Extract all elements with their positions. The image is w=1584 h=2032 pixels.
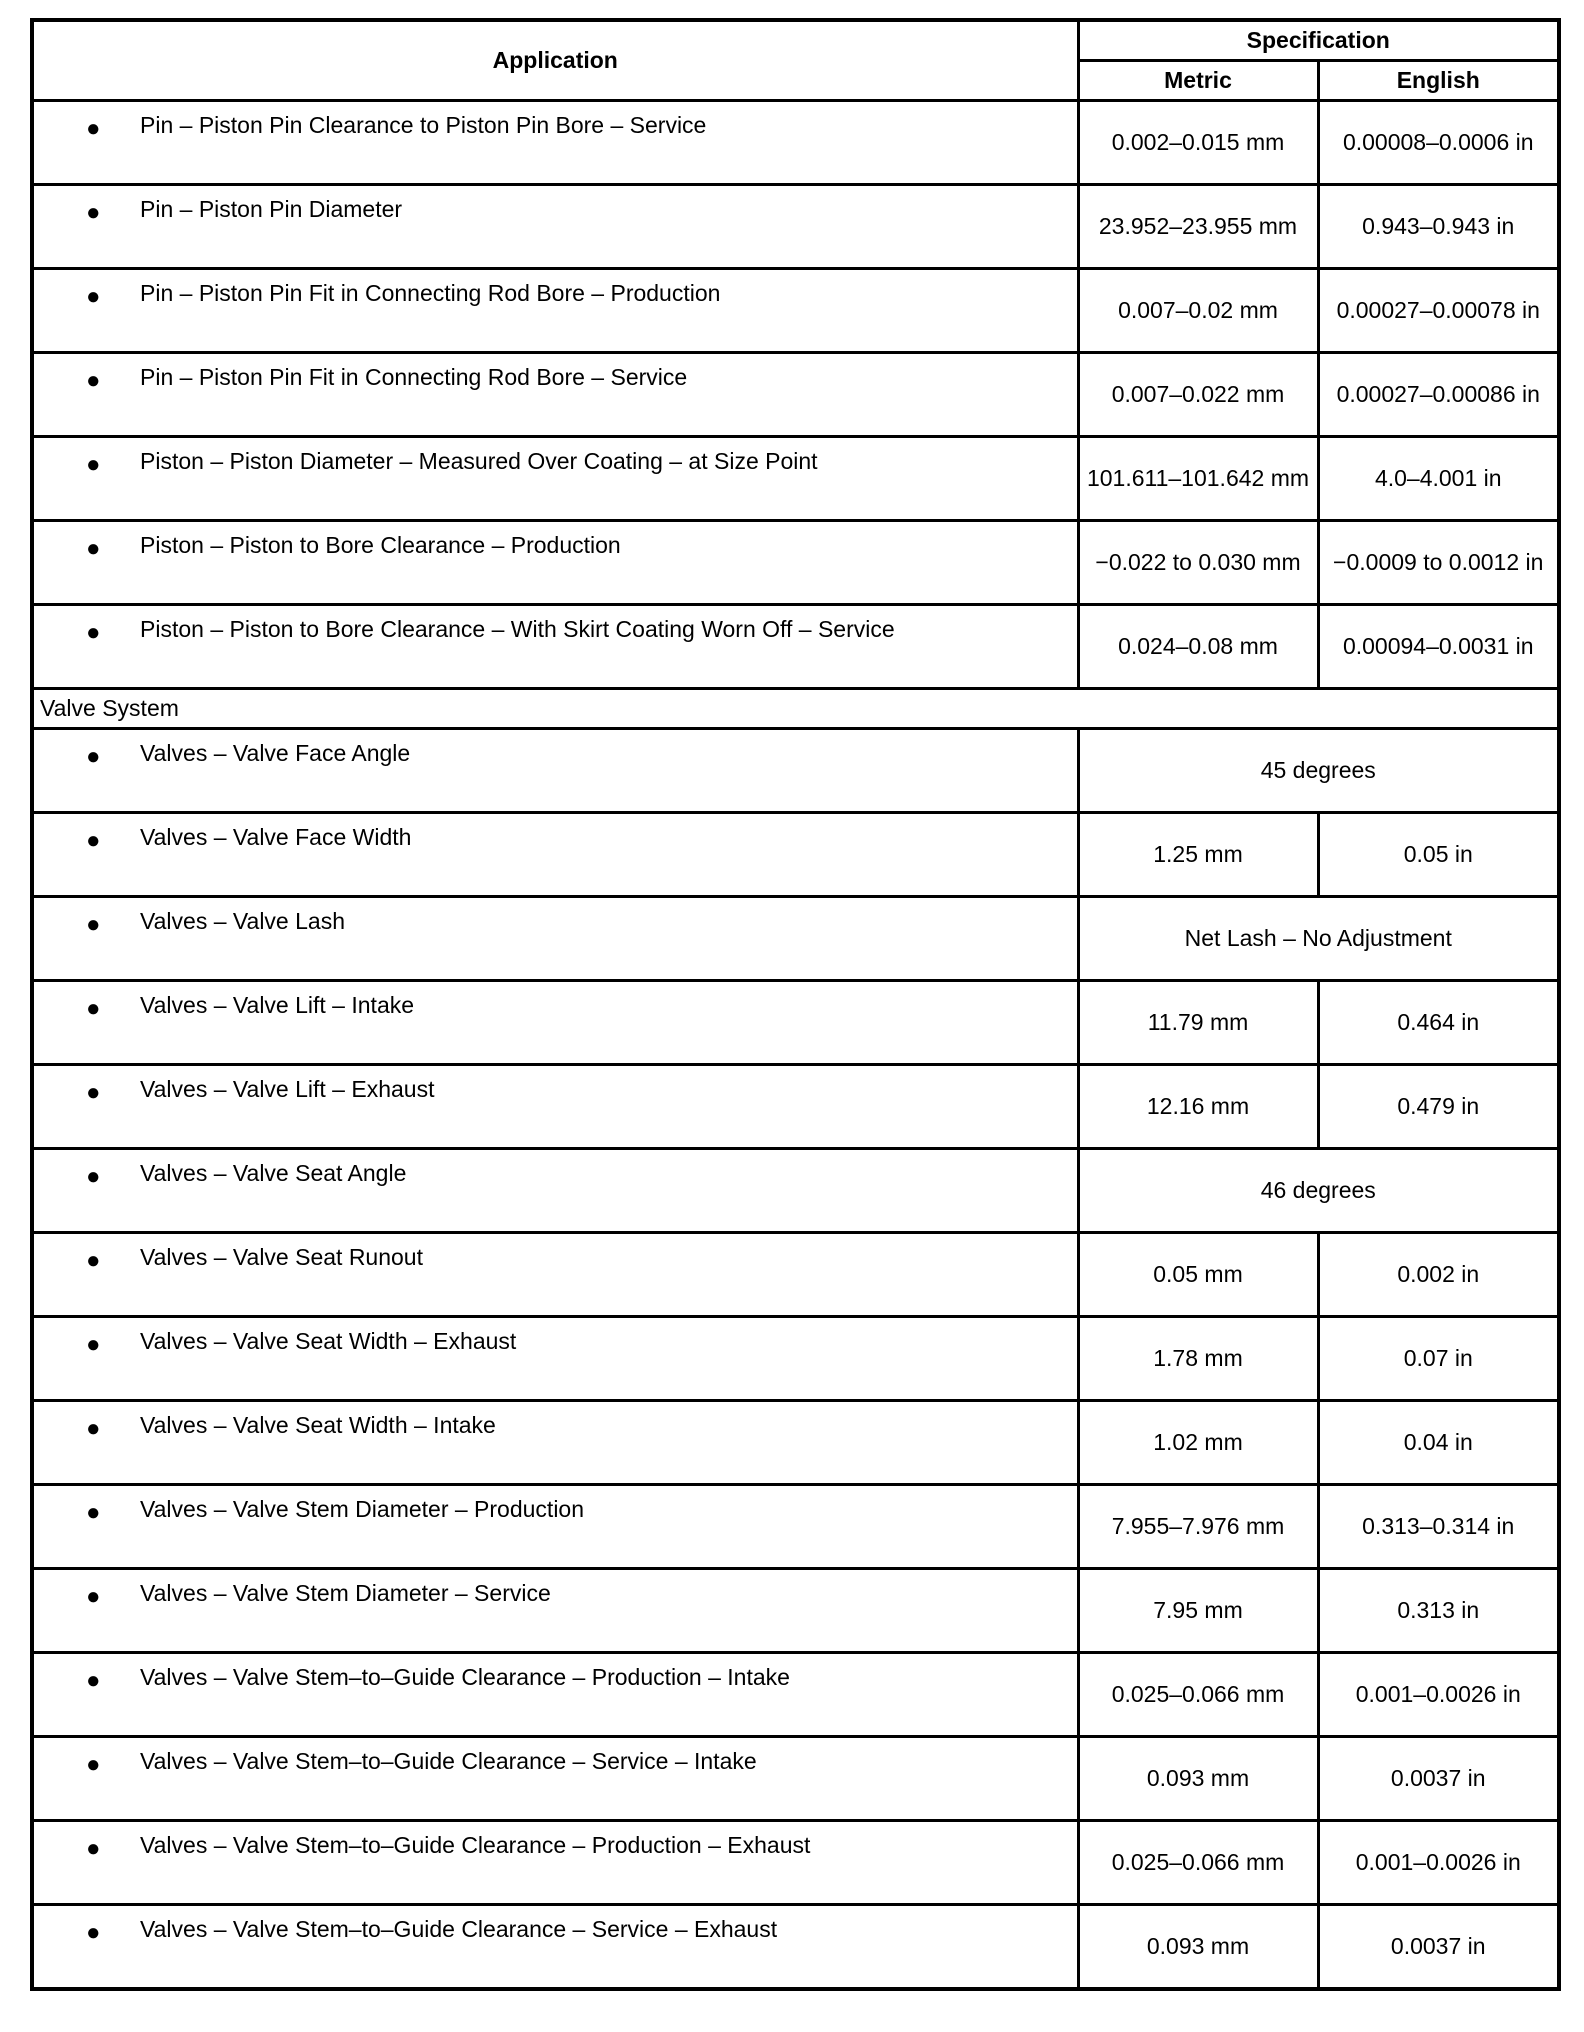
table-row: [32, 1905, 1559, 1990]
application-text: Valves – Valve Stem–to–Guide Clearance – Production – Exhaust: [140, 1832, 811, 1858]
table-row: [32, 1737, 1559, 1821]
bullet-icon: ●: [86, 1499, 101, 1526]
bullet-icon: ●: [86, 619, 101, 646]
application-cell: [32, 1737, 1078, 1821]
metric-cell: 1.02 mm: [1078, 1401, 1318, 1485]
table-row: [32, 813, 1559, 897]
application-text: Valves – Valve Stem–to–Guide Clearance – Production – Intake: [140, 1664, 790, 1690]
metric-cell: 101.611–101.642 mm: [1078, 437, 1318, 521]
application-text: Valves – Valve Lash: [140, 908, 345, 934]
application-text: Valves – Valve Face Angle: [140, 740, 411, 766]
bullet-icon: ●: [86, 1583, 101, 1610]
specification-header: Specification: [1078, 20, 1559, 61]
bullet-icon: ●: [86, 1331, 101, 1358]
application-cell: [32, 1233, 1078, 1317]
english-cell: 0.0037 in: [1318, 1905, 1559, 1990]
bullet-icon: ●: [86, 827, 101, 854]
application-text: Pin – Piston Pin Fit in Connecting Rod Bore – Production: [140, 280, 721, 306]
piston-rows: [32, 101, 1559, 689]
metric-cell: 7.95 mm: [1078, 1569, 1318, 1653]
english-cell: 0.00027–0.00078 in: [1318, 269, 1559, 353]
application-header: Application: [32, 20, 1078, 101]
english-cell: 0.313 in: [1318, 1569, 1559, 1653]
bullet-icon: ●: [86, 451, 101, 478]
table-row: [32, 729, 1559, 813]
english-cell: 0.479 in: [1318, 1065, 1559, 1149]
combined-spec-cell: 46 degrees: [1078, 1149, 1559, 1233]
application-text: Piston – Piston Diameter – Measured Over Coating – at Size Point: [140, 448, 818, 474]
application-text: Valves – Valve Seat Width – Exhaust: [140, 1328, 517, 1354]
application-cell: [32, 1821, 1078, 1905]
metric-cell: 11.79 mm: [1078, 981, 1318, 1065]
table-row: [32, 897, 1559, 981]
english-cell: 0.0037 in: [1318, 1737, 1559, 1821]
bullet-icon: ●: [86, 911, 101, 938]
table-row: [32, 1569, 1559, 1653]
application-cell: [32, 1149, 1078, 1233]
table-row: [32, 1821, 1559, 1905]
table-row: [32, 1485, 1559, 1569]
application-text: Valves – Valve Seat Width – Intake: [140, 1412, 496, 1438]
application-cell: [32, 437, 1078, 521]
application-cell: [32, 1653, 1078, 1737]
bullet-icon: ●: [86, 1751, 101, 1778]
english-cell: 0.464 in: [1318, 981, 1559, 1065]
bullet-icon: ●: [86, 1415, 101, 1442]
application-cell: [32, 729, 1078, 813]
metric-cell: 1.25 mm: [1078, 813, 1318, 897]
application-text: Pin – Piston Pin Diameter: [140, 196, 403, 222]
application-cell: [32, 521, 1078, 605]
table-header: [32, 20, 1559, 101]
english-cell: 0.001–0.0026 in: [1318, 1821, 1559, 1905]
application-cell: [32, 1317, 1078, 1401]
bullet-icon: ●: [86, 283, 101, 310]
table-row: [32, 1065, 1559, 1149]
application-cell: [32, 269, 1078, 353]
application-text: Valves – Valve Seat Angle: [140, 1160, 407, 1186]
application-cell: [32, 1569, 1078, 1653]
english-cell: 0.001–0.0026 in: [1318, 1653, 1559, 1737]
application-text: Valves – Valve Lift – Intake: [140, 992, 415, 1018]
bullet-icon: ●: [86, 1079, 101, 1106]
table-row: [32, 1653, 1559, 1737]
table-row: [32, 185, 1559, 269]
table-row: [32, 521, 1559, 605]
metric-cell: 0.007–0.02 mm: [1078, 269, 1318, 353]
bullet-icon: ●: [86, 1835, 101, 1862]
metric-cell: 12.16 mm: [1078, 1065, 1318, 1149]
application-text: Pin – Piston Pin Fit in Connecting Rod Bore – Service: [140, 364, 688, 390]
application-cell: [32, 1065, 1078, 1149]
application-text: Valves – Valve Stem Diameter – Service: [140, 1580, 551, 1606]
metric-cell: 23.952–23.955 mm: [1078, 185, 1318, 269]
metric-cell: 0.024–0.08 mm: [1078, 605, 1318, 689]
table-row: [32, 101, 1559, 185]
application-cell: [32, 185, 1078, 269]
bullet-icon: ●: [86, 995, 101, 1022]
table-row: [32, 269, 1559, 353]
english-cell: 0.313–0.314 in: [1318, 1485, 1559, 1569]
application-text: Piston – Piston to Bore Clearance – Production: [140, 532, 621, 558]
english-cell: −0.0009 to 0.0012 in: [1318, 521, 1559, 605]
bullet-icon: ●: [86, 199, 101, 226]
table-row: [32, 981, 1559, 1065]
table-row: [32, 437, 1559, 521]
english-cell: 0.00094–0.0031 in: [1318, 605, 1559, 689]
metric-header: Metric: [1078, 61, 1318, 101]
metric-cell: 0.05 mm: [1078, 1233, 1318, 1317]
english-header: English: [1318, 61, 1559, 101]
application-text: Valves – Valve Face Width: [140, 824, 412, 850]
bullet-icon: ●: [86, 1163, 101, 1190]
english-cell: 0.05 in: [1318, 813, 1559, 897]
english-cell: 0.002 in: [1318, 1233, 1559, 1317]
table-row: [32, 1401, 1559, 1485]
bullet-icon: ●: [86, 1247, 101, 1274]
application-text: Valves – Valve Stem–to–Guide Clearance – Service – Exhaust: [140, 1916, 778, 1942]
metric-cell: 0.007–0.022 mm: [1078, 353, 1318, 437]
bullet-icon: ●: [86, 367, 101, 394]
table-row: [32, 1149, 1559, 1233]
application-cell: [32, 1401, 1078, 1485]
bullet-icon: ●: [86, 115, 101, 142]
table-row: [32, 605, 1559, 689]
table-row: [32, 353, 1559, 437]
application-cell: [32, 605, 1078, 689]
application-cell: [32, 101, 1078, 185]
application-text: Pin – Piston Pin Clearance to Piston Pin Bore – Service: [140, 112, 707, 138]
table-row: [32, 1233, 1559, 1317]
metric-cell: 0.025–0.066 mm: [1078, 1821, 1318, 1905]
application-text: Valves – Valve Stem–to–Guide Clearance – Service – Intake: [140, 1748, 757, 1774]
bullet-icon: ●: [86, 743, 101, 770]
metric-cell: 0.025–0.066 mm: [1078, 1653, 1318, 1737]
metric-cell: 0.093 mm: [1078, 1905, 1318, 1990]
application-text: Valves – Valve Stem Diameter – Production: [140, 1496, 585, 1522]
table-row: [32, 1317, 1559, 1401]
metric-cell: 0.093 mm: [1078, 1737, 1318, 1821]
metric-cell: −0.022 to 0.030 mm: [1078, 521, 1318, 605]
english-cell: 0.00008–0.0006 in: [1318, 101, 1559, 185]
application-cell: [32, 897, 1078, 981]
combined-spec-cell: Net Lash – No Adjustment: [1078, 897, 1559, 981]
metric-cell: 7.955–7.976 mm: [1078, 1485, 1318, 1569]
application-cell: [32, 1485, 1078, 1569]
application-text: Valves – Valve Lift – Exhaust: [140, 1076, 435, 1102]
application-cell: [32, 353, 1078, 437]
bullet-icon: ●: [86, 535, 101, 562]
combined-spec-cell: 45 degrees: [1078, 729, 1559, 813]
bullet-icon: ●: [86, 1919, 101, 1946]
valve-rows: [32, 729, 1559, 1990]
spec-table: [30, 18, 1561, 1991]
english-cell: 0.00027–0.00086 in: [1318, 353, 1559, 437]
english-cell: 4.0–4.001 in: [1318, 437, 1559, 521]
english-cell: 0.07 in: [1318, 1317, 1559, 1401]
section-title: Valve System: [32, 689, 1559, 729]
application-cell: [32, 1905, 1078, 1990]
english-cell: 0.943–0.943 in: [1318, 185, 1559, 269]
metric-cell: 1.78 mm: [1078, 1317, 1318, 1401]
english-cell: 0.04 in: [1318, 1401, 1559, 1485]
bullet-icon: ●: [86, 1667, 101, 1694]
valve-section: [32, 689, 1559, 729]
application-cell: [32, 813, 1078, 897]
application-cell: [32, 981, 1078, 1065]
metric-cell: 0.002–0.015 mm: [1078, 101, 1318, 185]
application-text: Valves – Valve Seat Runout: [140, 1244, 423, 1270]
application-text: Piston – Piston to Bore Clearance – With Skirt Coating Worn Off – Service: [140, 616, 895, 642]
